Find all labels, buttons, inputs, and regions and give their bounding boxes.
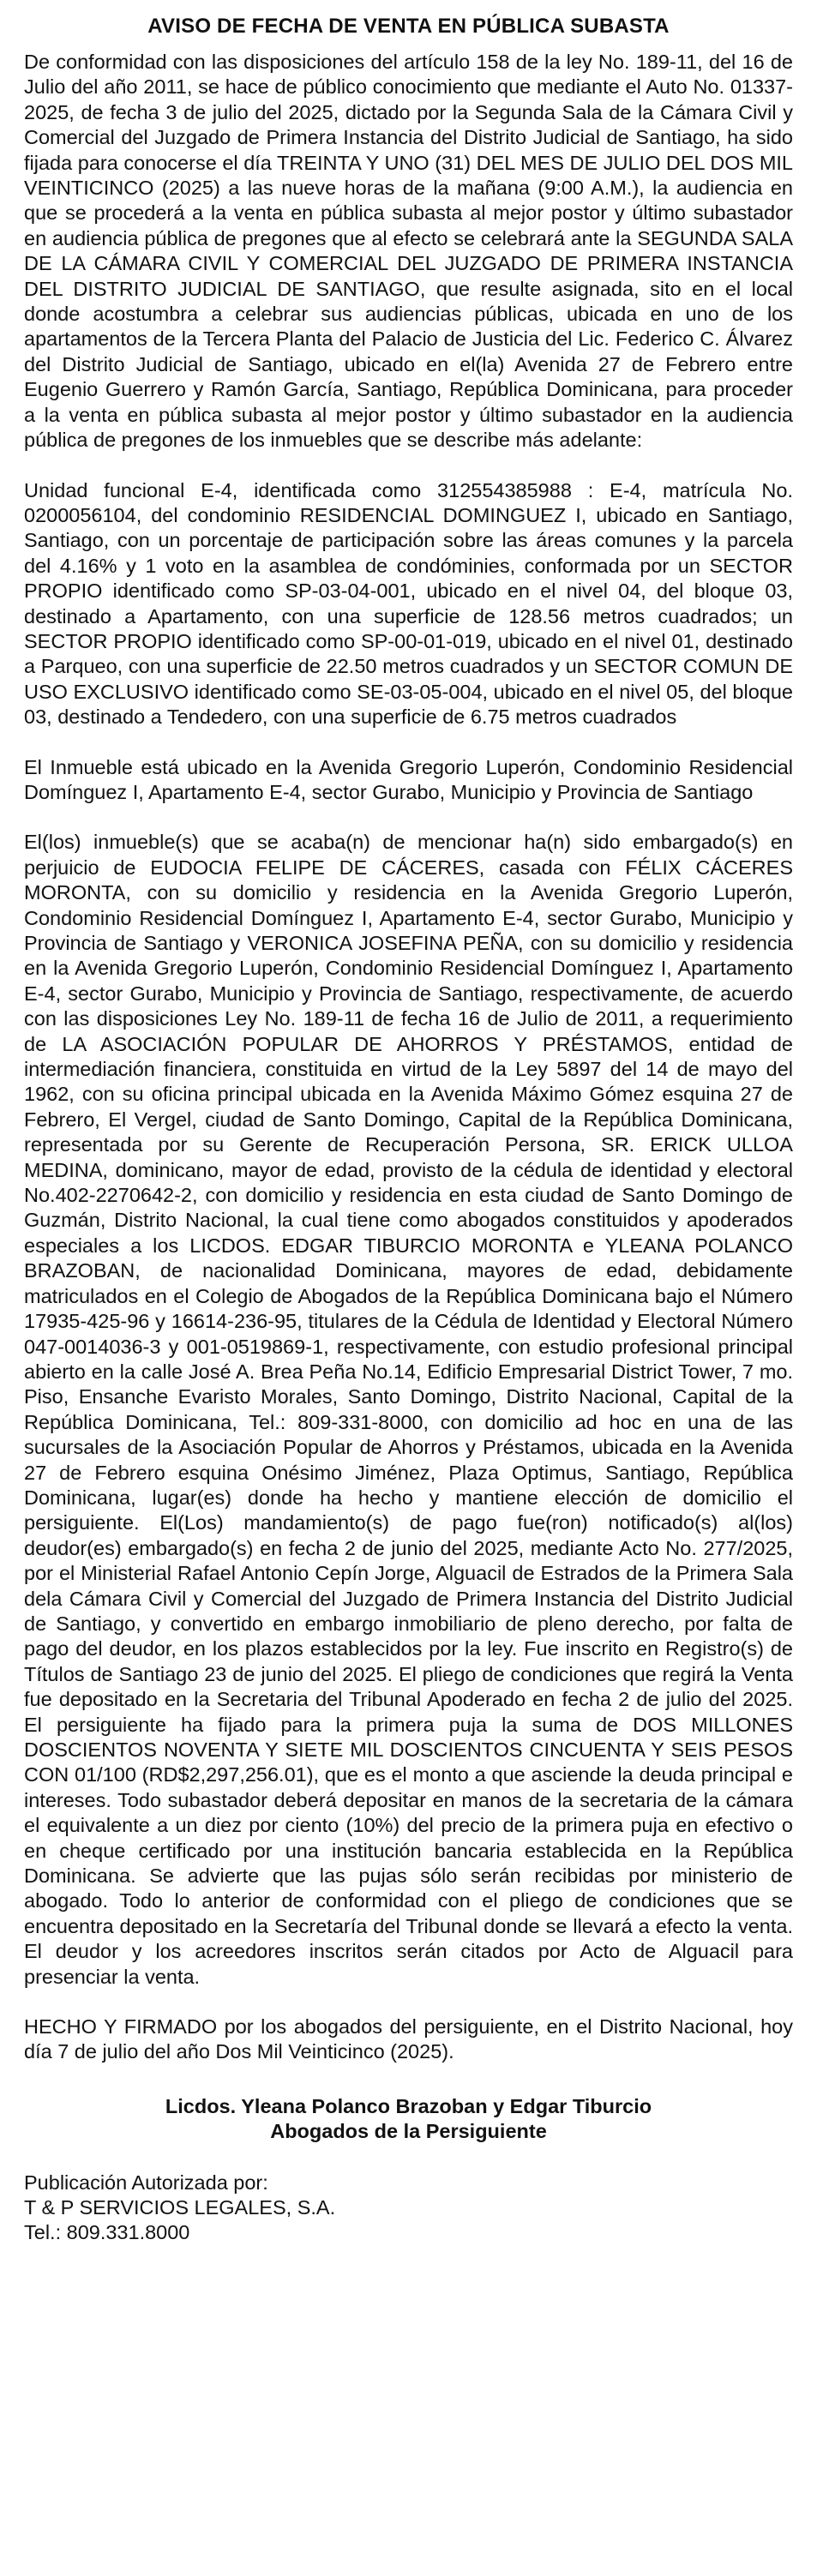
publisher-company: T & P SERVICIOS LEGALES, S.A.: [24, 2195, 336, 2219]
closing-paragraph: HECHO Y FIRMADO por los abogados del persiguiente, en el Distrito Nacional, hoy día 7 de julio del año Dos Mil Veinticinco (2025).: [24, 2015, 793, 2063]
signature-block: [24, 2094, 793, 2145]
seizure-details-paragraph: El(los) inmueble(s) que se acaba(n) de mencionar ha(n) sido embargado(s) en perjuicio de EUDOCIA FELIPE DE CÁCERES, casada con FÉLIX CÁCERES MORONTA, con su domicilio y residencia en la Avenida Gregorio Luperón, Condominio Residencial Domínguez I, Apartamento E-4, sector Gurabo, Municipio y Provincia de Santiago y VERONICA JOSEFINA PEÑA, con su domicilio y residencia en la Avenida Gregorio Luperón, Condominio Residencial Domínguez I, Apartamento E-4, sector Gurabo, Municipio y Provincia de Santiago, respectivamente, de acuerdo con las disposiciones Ley No. 189-11 de fecha 16 de Julio de 2011, a requerimiento de LA ASOCIACIÓN POPULAR DE AHORROS Y PRÉSTAMOS, entidad de intermediación financiera, constituida en virtud de la Ley 5897 del 14 de mayo del 1962, con su oficina principal ubicada en la Avenida Máximo Gómez esquina 27 de Febrero, El Vergel, ciudad de Santo Domingo, Capital de la República Dominicana, representada por su Gerente de Recuperación Persona, SR. ERICK ULLOA MEDINA, dominicano, mayor de edad, provisto de la cédula de identidad y electoral No.402-2270642-2, con domicilio y residencia en esta ciudad de Santo Domingo de Guzmán, Distrito Nacional, la cual tiene como abogados constituidos y apoderados especiales a los LICDOS. EDGAR TIBURCIO MORONTA e YLEANA POLANCO BRAZOBAN, de nacionalidad Dominicana, mayores de edad, debidamente matriculados en el Colegio de Abogados de la República Dominicana bajo el Número 17935-425-96 y 16614-236-95, titulares de la Cédula de Identidad y Electoral Número 047-0014036-3 y 001-0519869-1, respectivamente, con estudio profesional principal abierto en la calle José A. Brea Peña No.14, Edificio Empresarial District Tower, 7 mo. Piso, Ensanche Evaristo Morales, Santo Domingo, Distrito Nacional, Capital de la República Dominicana, Tel.: 809-331-8000, con domicilio ad hoc en una de las sucursales de la Asociación Popular de Ahorros y Préstamos, ubicada en la Avenida 27 de Febrero esquina Onésimo Jiménez, Plaza Optimus, Santiago, República Dominicana, lugar(es) donde ha hecho y mantiene elección de domicilio el persiguiente. El(Los) mandamiento(s) de pago fue(ron) notificado(s) al(los) deudor(es) embargado(s) en fecha 2 de junio del 2025, mediante Acto No. 277/2025, por el Ministerial Rafael Antonio Cepín Jorge, Alguacil de Estrados de la Primera Sala dela Cámara Civil y Comercial del Juzgado de Primera Instancia del Distrito Judicial de Santiago, y convertido en embargo inmobiliario de pleno derecho, por falta de pago del deudor, en los plazos establecidos por la ley. Fue inscrito en Registro(s) de Títulos de Santiago 23 de junio del 2025. El pliego de condiciones que regirá la Venta fue depositado en la Secretaria del Tribunal Apoderado en fecha 2 de julio del 2025. El persiguiente ha fijado para la primera puja la suma de DOS MILLONES DOSCIENTOS NOVENTA Y SIETE MIL DOSCIENTOS CINCUENTA Y SEIS PESOS CON 01/100 (RD$2,297,256.01), que es el monto a que asciende la deuda principal e intereses. Todo subastador deberá depositar en manos de la secretaria de la cámara el equivalente a un diez por ciento (10%) del precio de la primera puja en efectivo o en cheque certificado por una institución bancaria establecida en la República Dominicana. Se advierte que las pujas sólo serán recibidas por ministerio de abogado. Todo lo anterior de conformidad con el pliego de condiciones que se encuentra depositado en la Secretaría del Tribunal donde se llevará a efecto la venta. El deudor y los acreedores inscritos serán citados por Acto de Alguacil para presenciar la venta.: [24, 831, 793, 1988]
property-location-paragraph: El Inmueble está ubicado en la Avenida Gregorio Luperón, Condominio Residencial Domínguez I, Apartamento E-4, sector Gurabo, Municipio y Provincia de Santiago: [24, 755, 793, 803]
publisher-block: [24, 2171, 793, 2245]
publisher-phone: Tel.: 809.331.8000: [24, 2220, 190, 2243]
notice-title: AVISO DE FECHA DE VENTA EN PÚBLICA SUBASTA: [147, 15, 670, 38]
publisher-label: Publicación Autorizada por:: [24, 2171, 268, 2194]
signature-role: Abogados de la Persiguiente: [270, 2120, 547, 2143]
property-description-paragraph: Unidad funcional E-4, identificada como 312554385988 : E-4, matrícula No. 0200056104, del condominio RESIDENCIAL DOMINGUEZ I, ubicado en Santiago, Santiago, con un porcentaje de participación sobre las áreas comunes y la parcela del 4.16% y 1 voto en la asamblea de condóminies, conformada por un SECTOR PROPIO identificado como SP-03-04-001, ubicado en el nivel 04, del bloque 03, destinado a Apartamento, con una superficie de 128.56 metros cuadrados; un SECTOR PROPIO identificado como SP-00-01-019, ubicado en el nivel 01, destinado a Parqueo, con una superficie de 22.50 metros cuadrados y un SECTOR COMUN DE USO EXCLUSIVO identificado como SE-03-05-004, ubicado en el nivel 05, del bloque 03, destinado a Tendedero, con una superficie de 6.75 metros cuadrados: [24, 478, 793, 729]
intro-paragraph: De conformidad con las disposiciones del artículo 158 de la ley No. 189-11, del 16 de Julio del año 2011, se hace de público conocimiento que mediante el Auto No. 01337-2025, de fecha 3 de julio del 2025, dictado por la Segunda Sala de la Cámara Civil y Comercial del Juzgado de Primera Instancia del Distrito Judicial de Santiago, ha sido fijada para conocerse el día TREINTA Y UNO (31) DEL MES DE JULIO DEL DOS MIL VEINTICINCO (2025) a las nueve horas de la mañana (9:00 A.M.), la audiencia en que se procederá a la venta en pública subasta al mejor postor y último subastador en audiencia pública de pregones que al efecto se celebrará ante la SEGUNDA SALA DE LA CÁMARA CIVIL Y COMERCIAL DEL JUZGADO DE PRIMERA INSTANCIA DEL DISTRITO JUDICIAL DE SANTIAGO, que resulte asignada, sito en el local donde acostumbra a celebrar sus audiencias públicas, ubicada en uno de los apartamentos de la Tercera Planta del Palacio de Justicia del Lic. Federico C. Álvarez del Distrito Judicial de Santiago, ubicado en el(la) Avenida 27 de Febrero entre Eugenio Guerrero y Ramón García, Santiago, República Dominicana, para proceder a la venta en pública subasta al mejor postor y último subastador en la audiencia pública de pregones de los inmuebles que se describe más adelante:: [24, 51, 793, 452]
signature-names: Licdos. Yleana Polanco Brazoban y Edgar Tiburcio: [165, 2094, 652, 2117]
